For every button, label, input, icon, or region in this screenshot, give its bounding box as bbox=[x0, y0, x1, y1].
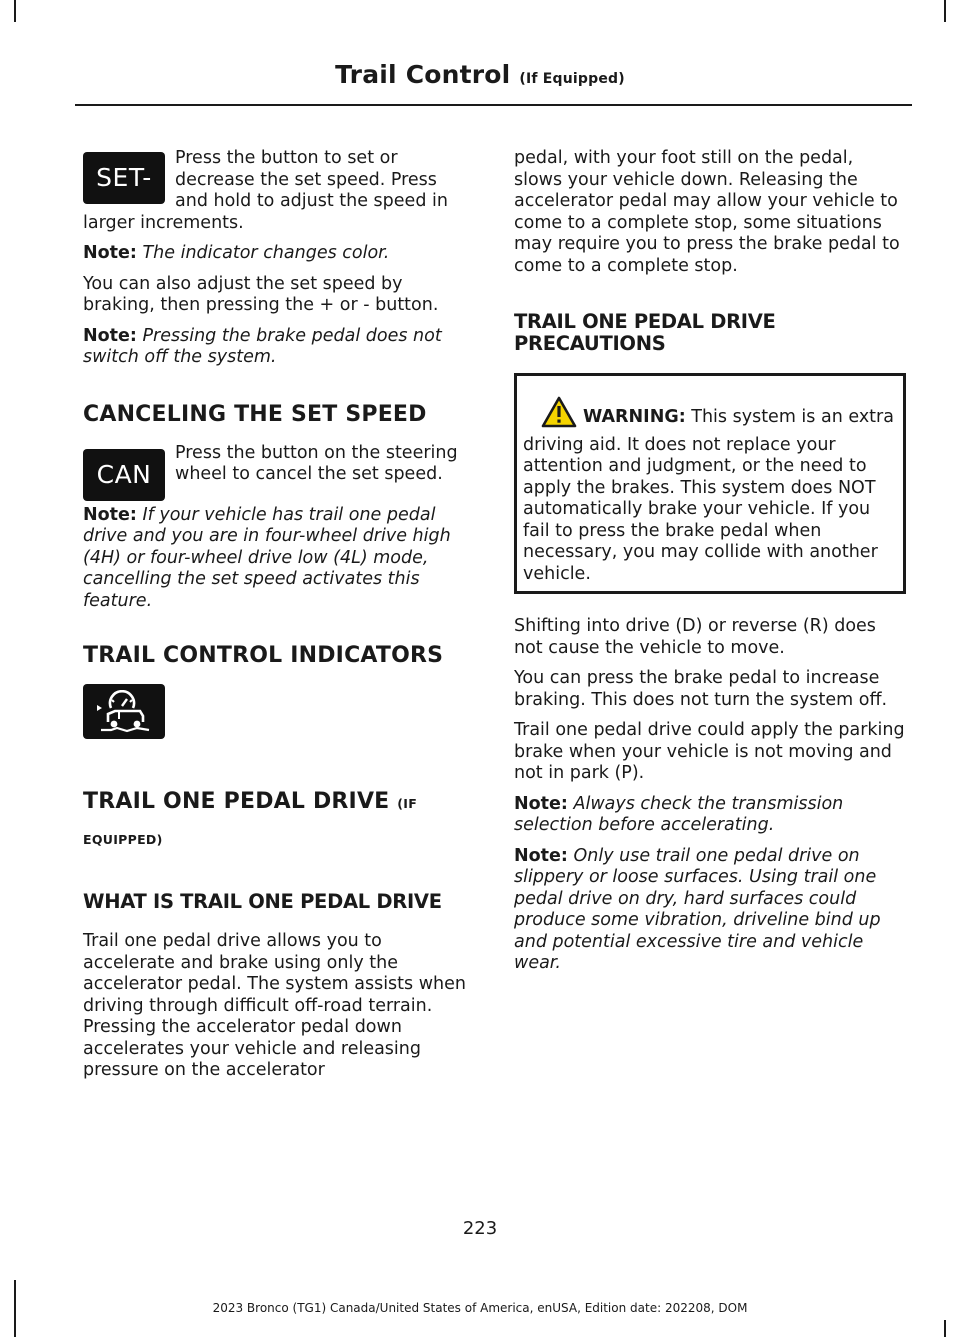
note-text: The indicator changes color. bbox=[142, 243, 390, 263]
crop-mark-top-left bbox=[14, 0, 16, 22]
trail-control-indicator-icon bbox=[83, 684, 165, 739]
left-column bbox=[83, 148, 475, 1091]
set-minus-icon-label: SET- bbox=[96, 163, 152, 193]
header-rule bbox=[75, 104, 912, 106]
warning-text: This system is an extra driving aid. It does not replace your attention and judgment, or the need to apply the brakes. This system does NOT automatically brake your vehicle. If you fail to press the brake pedal when necessary, you may collide with another vehicle. bbox=[523, 407, 894, 584]
note-surfaces bbox=[514, 846, 906, 975]
note-trail-one-pedal bbox=[83, 505, 475, 613]
note-indicator-color bbox=[83, 243, 475, 265]
shifting-paragraph: Shifting into drive (D) or reverse (R) does not cause the vehicle to move. bbox=[514, 616, 876, 658]
note-transmission bbox=[514, 794, 906, 837]
note-label: Note: bbox=[83, 504, 137, 525]
precautions-heading: TRAIL ONE PEDAL DRIVE PRECAUTIONS bbox=[514, 310, 776, 355]
trail-control-vehicle-icon bbox=[93, 690, 155, 734]
page-number: 223 bbox=[462, 1218, 498, 1239]
header-title-suffix: (If Equipped) bbox=[519, 71, 625, 87]
right-column bbox=[514, 148, 906, 984]
warning-triangle-icon bbox=[541, 396, 577, 435]
set-minus-paragraph: Press the button to set or decrease the set speed. Press and hold to adjust the speed in larger increments. bbox=[83, 148, 448, 233]
trail-one-pedal-drive-suffix: (IF EQUIPPED) bbox=[83, 796, 418, 847]
cancel-button-icon bbox=[83, 449, 165, 501]
note-label: Note: bbox=[514, 845, 568, 866]
note-label: Note: bbox=[83, 243, 137, 263]
parking-brake-paragraph: Trail one pedal drive could apply the parking brake when your vehicle is not moving and not in park (P). bbox=[514, 720, 905, 783]
warning-box bbox=[514, 373, 906, 594]
page-header-title bbox=[0, 60, 960, 89]
what-is-trail-one-pedal-heading: WHAT IS TRAIL ONE PEDAL DRIVE bbox=[83, 890, 442, 913]
note-label: Note: bbox=[514, 793, 568, 814]
crop-mark-bottom-right bbox=[944, 1320, 946, 1337]
note-text: Pressing the brake pedal does not switch off the system. bbox=[83, 325, 442, 367]
note-text: Only use trail one pedal drive on slippery or loose surfaces. Using trail one pedal drive on dry, hard surfaces could produce some vibration, driveline bind up and potential excessive tire and vehicle wear. bbox=[514, 845, 881, 973]
trail-control-indicators-heading: TRAIL CONTROL INDICATORS bbox=[83, 643, 444, 668]
cancel-paragraph: Press the button on the steering wheel to cancel the set speed. bbox=[175, 442, 458, 484]
adjust-speed-paragraph: You can also adjust the set speed by braking, then pressing the + or - button. bbox=[83, 273, 439, 315]
note-text: Always check the transmission selection before accelerating. bbox=[514, 793, 844, 835]
crop-mark-top-right bbox=[944, 0, 946, 22]
canceling-set-speed-heading: CANCELING THE SET SPEED bbox=[83, 401, 427, 427]
brake-paragraph: You can press the brake pedal to increase braking. This does not turn the system off. bbox=[514, 668, 888, 710]
cancel-icon-label: CAN bbox=[96, 459, 152, 489]
continued-paragraph: pedal, with your foot still on the pedal, slows your vehicle down. Releasing the accelerator pedal may allow your vehicle to come to a complete stop, some situations may require you to press the brake pedal to come to a complete stop. bbox=[514, 148, 900, 276]
what-is-paragraph: Trail one pedal drive allows you to accelerate and brake using only the accelerator pedal. The system assists when driving through difficult off-road terrain. Pressing the accelerator pedal down accelerates your vehicle and releasing pressure on the accelerator bbox=[83, 931, 466, 1080]
header-title-text: Trail Control bbox=[335, 60, 511, 89]
warning-label: WARNING: bbox=[583, 407, 686, 427]
set-minus-button-icon bbox=[83, 152, 165, 204]
trail-one-pedal-drive-title: TRAIL ONE PEDAL DRIVE bbox=[83, 789, 390, 814]
note-label: Note: bbox=[83, 325, 137, 346]
trail-one-pedal-drive-heading bbox=[83, 785, 475, 857]
edition-footer: 2023 Bronco (TG1) Canada/United States of America, enUSA, Edition date: 202208, DOM bbox=[212, 1301, 748, 1315]
note-brake-pedal bbox=[83, 326, 475, 369]
note-text: If your vehicle has trail one pedal drive and you are in four-wheel drive high (4H) or four-wheel drive low (4L) mode, cancelling the set speed activates this feature. bbox=[83, 504, 451, 611]
